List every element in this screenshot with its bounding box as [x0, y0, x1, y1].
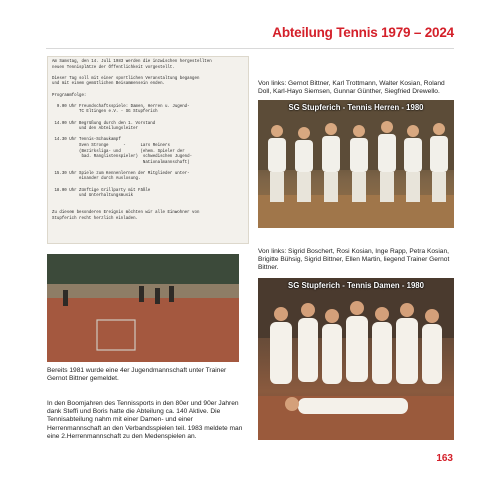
typed-document-line: einander durch Auslosung. — [52, 177, 141, 182]
typed-document-line: Dieser Tag soll mit einer sportlichen Veranstaltung begangen — [52, 76, 200, 81]
damen-team-illustration — [258, 278, 454, 440]
damen-photo-caption: Von links: Sigrid Boschert, Rosi Kosian, Inge Rapp, Petra Kosian, Brigitte Bühsig, Sigrid Bittner, Ellen Martin, liegend Trainer Gernot Bittner. — [258, 248, 450, 272]
typed-document-line: und Unterhaltungsmusik — [52, 194, 134, 199]
page-title: Abteilung Tennis 1979 – 2024 — [272, 25, 454, 40]
typed-document-line: Am Samstag, den 14. Juli 1983 werden die inzwischen hergestellten — [52, 60, 212, 64]
herren-photo-banner: SG Stupferich - Tennis Herren - 1980 — [288, 103, 424, 112]
typed-document-line: bad. Ranglistenspieler) schwedischen Jugend- — [52, 155, 193, 160]
herren-team-photo — [258, 100, 454, 228]
tennis-court-construction-photo — [47, 254, 239, 362]
title-divider — [46, 48, 454, 49]
typed-document-line: Stupferich recht herzlich einladen. — [52, 216, 138, 221]
herren-team-illustration — [258, 100, 454, 228]
damen-team-photo — [258, 278, 454, 440]
typed-document-line: (Bezirksliga- und (ehem. Spieler der — [52, 149, 185, 154]
typed-document-line: 14.00 Uhr Begrüßung durch den 1. Vorstand — [52, 121, 156, 126]
damen-photo-banner: SG Stupferich - Tennis Damen - 1980 — [288, 281, 424, 290]
typed-document-line: Zu diesem besonderen Ereignis möchten wir alle Einwohner von — [52, 211, 200, 216]
typed-document-line: Nationalmannschaft) — [52, 160, 190, 165]
typed-document-line: und den Abteilungsleiter — [52, 127, 138, 132]
tree-line — [47, 254, 239, 284]
typed-document-line: Sven Stronge - Lars Reiners — [52, 143, 170, 148]
page-number: 163 — [436, 453, 453, 464]
players-group — [268, 134, 448, 202]
typed-document-line: 9.00 Uhr Freundschaftsspiele: Damen, Herren u. Jugend- — [52, 104, 190, 109]
typed-document-line: 15.30 Uhr Spiele zum Kennenlernen der Mitglieder unter- — [52, 171, 190, 176]
clay-surface — [47, 298, 239, 362]
body-paragraph-2: In den Boomjahren des Tennissports in den 80er und 90er Jahren dank Steffi und Boris hatte die Abteilung ca. 140 Aktive. Die Tennisabteilung nahm mit einer Damen- und einer Herrenmannschaft an den Verbandsspielen teil. 1983 meldete man eine 2.Herrenmannschaft zu den Medenspielen an. — [47, 400, 243, 440]
typed-invitation-document — [47, 56, 249, 244]
typed-document-line: TC Eltingen e.V. - SG Stupferich — [52, 110, 158, 115]
herren-photo-caption: Von links: Gernot Bittner, Karl Trottmann, Walter Kosian, Roland Doll, Karl-Hayo Siemsen, Gunnar Günther, Siegfried Drewello. — [258, 80, 445, 96]
typed-document-line: neuen Tennisplätze der Öffentlichkeit vorgestellt. — [52, 65, 175, 70]
court-construction-illustration — [47, 254, 239, 362]
typed-document-line: und mit einem gemütlichen Beisammensein enden. — [52, 82, 166, 87]
typed-document-line: 14.30 Uhr Tennis-Schaukampf — [52, 138, 121, 143]
typed-document-line: 18.00 Uhr Zünftige Grillparty mit Fäßle — [52, 188, 151, 193]
typed-document-line: Programmfolge: — [52, 93, 87, 98]
body-paragraph-1: Bereits 1981 wurde eine 4er Jugendmannschaft unter Trainer Gernot Bittner gemeldet. — [47, 367, 227, 383]
